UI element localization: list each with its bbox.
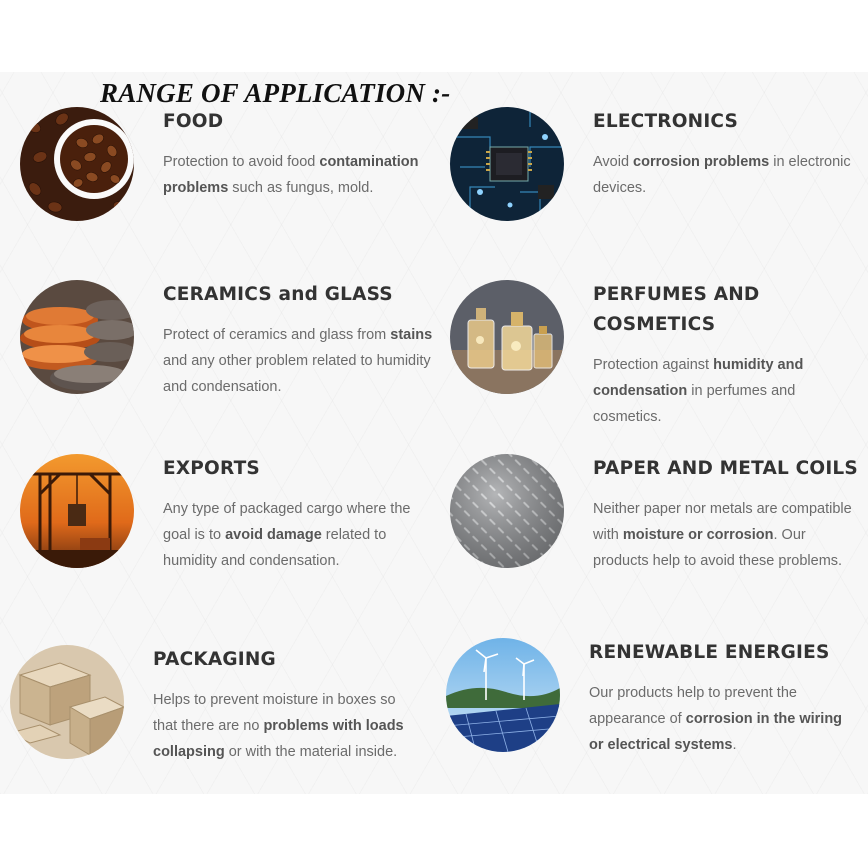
card-description: Neither paper nor metals are compatible with moisture or corrosion. Our products help to avoid these problems.	[593, 501, 852, 569]
card-heading: ELECTRONICS	[593, 111, 739, 132]
circuit-board-image	[450, 107, 564, 221]
diamond-plate-metal-image	[450, 454, 564, 568]
card-description: Protection to avoid food contamination problems such as fungus, mold.	[163, 154, 419, 196]
card-heading: CERAMICS and GLASS	[163, 284, 393, 305]
card-heading: RENEWABLE ENERGIES	[589, 642, 830, 663]
card-description: Helps to prevent moisture in boxes so that there are no problems with loads collapsing or with the material inside.	[153, 692, 404, 760]
card-heading: EXPORTS	[163, 458, 260, 479]
coffee-beans-image	[20, 107, 134, 221]
card-heading: PERFUMES AND COSMETICS	[593, 284, 760, 335]
port-crane-image	[20, 454, 134, 568]
card-heading: FOOD	[163, 111, 224, 132]
card-description: Protection against humidity and condensation in perfumes and cosmetics.	[593, 357, 804, 425]
perfume-bottles-image	[450, 280, 564, 394]
card-heading: PAPER AND METAL COILS	[593, 458, 858, 479]
cardboard-boxes-image	[10, 645, 124, 759]
card-description: Our products help to prevent the appearance of corrosion in the wiring or electrical systems.	[589, 685, 843, 753]
card-description: Protect of ceramics and glass from stains and any other problem related to humidity and condensation.	[163, 327, 433, 395]
ceramic-bowls-image	[20, 280, 134, 394]
card-heading: PACKAGING	[153, 649, 276, 670]
page-title: RANGE OF APPLICATION :-	[100, 78, 451, 108]
card-description: Any type of packaged cargo where the goal is to avoid damage related to humidity and condensation.	[163, 501, 411, 569]
card-description: Avoid corrosion problems in electronic devices.	[593, 154, 851, 196]
wind-solar-image	[446, 638, 560, 752]
